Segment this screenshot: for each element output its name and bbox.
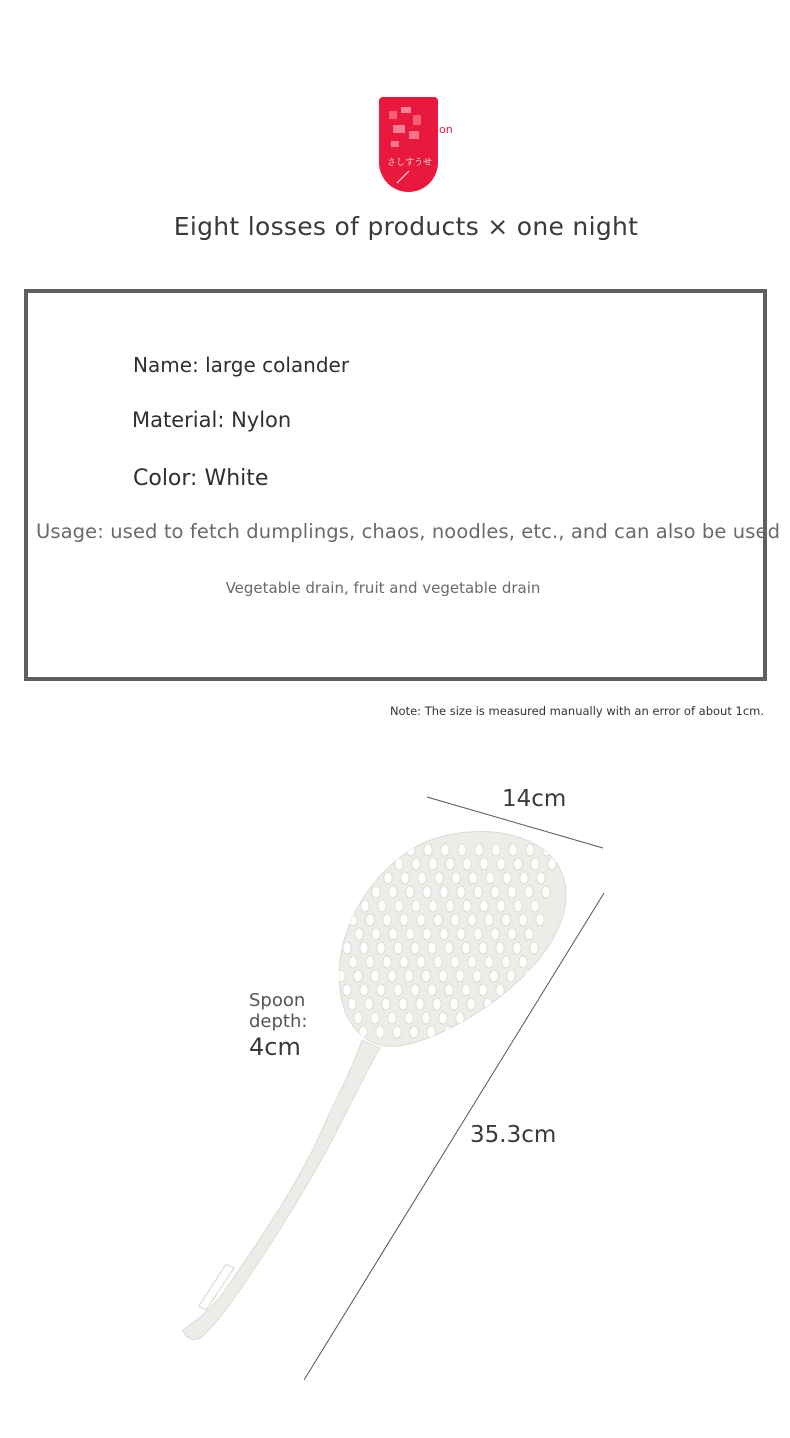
spec-name: Name: large colander <box>133 353 350 377</box>
colander-hole <box>395 900 403 912</box>
colander-hole <box>526 844 534 856</box>
colander-hole <box>536 914 544 926</box>
colander-hole <box>417 914 425 926</box>
colander-hole <box>371 1012 379 1024</box>
colander-hole <box>497 858 505 870</box>
colander-hole <box>382 998 390 1010</box>
colander-hole <box>422 970 430 982</box>
colander-hole <box>412 900 420 912</box>
colander-hole <box>537 872 545 884</box>
colander-hole <box>445 942 453 954</box>
colander-hole <box>514 858 522 870</box>
colander-hole <box>531 900 539 912</box>
colander-hole <box>399 998 407 1010</box>
colander-hole <box>389 928 397 940</box>
colander-hole <box>338 928 346 940</box>
colander-hole <box>491 928 499 940</box>
spec-material: Material: Nylon <box>132 408 292 432</box>
colander-hole <box>451 956 459 968</box>
colander-hole <box>401 872 409 884</box>
colander-hole <box>479 984 487 996</box>
colander-hole <box>469 872 477 884</box>
colander-hole <box>337 970 345 982</box>
colander-hole <box>331 998 339 1010</box>
colander-hole <box>463 900 471 912</box>
colander-hole <box>496 942 504 954</box>
logo-small-text: さしすうせ <box>387 158 433 168</box>
colander-hole <box>389 886 397 898</box>
colander-hole <box>456 970 464 982</box>
colander-hole <box>377 984 385 996</box>
colander-hole <box>378 858 386 870</box>
depth-value: 4cm <box>249 1033 301 1061</box>
colander-hole <box>418 872 426 884</box>
colander-hole <box>513 984 521 996</box>
depth-label-line2: depth: <box>249 1011 308 1032</box>
colander-hole <box>406 886 414 898</box>
colander-hole <box>344 900 352 912</box>
colander-hole <box>486 872 494 884</box>
colander-hole <box>416 998 424 1010</box>
colander-hole <box>433 998 441 1010</box>
colander-hole <box>525 928 533 940</box>
colander-hole <box>509 844 517 856</box>
colander-hole <box>468 956 476 968</box>
colander-hole <box>355 928 363 940</box>
colander-hole <box>393 1026 401 1038</box>
colander-hole <box>462 942 470 954</box>
colander-hole <box>458 844 466 856</box>
colander-hole <box>480 900 488 912</box>
colander-hole <box>406 928 414 940</box>
colander-hole <box>518 998 526 1010</box>
colander-hole <box>372 886 380 898</box>
colander-hole <box>360 984 368 996</box>
page-title: Eight losses of products × one night <box>173 212 639 241</box>
colander-hole <box>423 928 431 940</box>
colander-hole <box>502 914 510 926</box>
colander-hole <box>350 872 358 884</box>
colander-hole <box>384 872 392 884</box>
colander-hole <box>514 900 522 912</box>
colander-hole <box>320 1012 328 1024</box>
colander-hole <box>520 872 528 884</box>
colander-hole <box>440 886 448 898</box>
colander-hole <box>412 858 420 870</box>
colander-hole <box>456 1012 464 1024</box>
colander-hole <box>377 942 385 954</box>
depth-label-line1: Spoon <box>249 990 306 1011</box>
colander-hole <box>439 1012 447 1024</box>
colander-hole <box>342 1026 350 1038</box>
colander-hole <box>446 858 454 870</box>
colander-hole <box>450 998 458 1010</box>
colander-hole <box>440 928 448 940</box>
colander-hole <box>508 886 516 898</box>
spec-usage-line1: Usage: used to fetch dumplings, chaos, noodles, etc., and can also be used <box>36 520 781 543</box>
colander-hole <box>434 956 442 968</box>
colander-hole <box>491 886 499 898</box>
colander-hole <box>410 1026 418 1038</box>
logo-suffix: on <box>439 123 453 136</box>
colander-hole <box>519 956 527 968</box>
colander-hole <box>378 900 386 912</box>
colander-hole <box>473 970 481 982</box>
colander-hole <box>383 914 391 926</box>
colander-hole <box>428 942 436 954</box>
spec-usage-line2: Vegetable drain, fruit and vegetable drain <box>225 579 541 597</box>
colander-hole <box>531 858 539 870</box>
colander-hole <box>501 998 509 1010</box>
colander-hole <box>422 1012 430 1024</box>
colander-hole <box>548 858 556 870</box>
colander-hole <box>507 970 515 982</box>
width-label: 14cm <box>502 786 567 812</box>
colander-hole <box>496 984 504 996</box>
depth-label <box>249 990 307 1062</box>
colander-hole <box>444 1026 452 1038</box>
colander-hole <box>513 942 521 954</box>
colander-hole <box>478 1026 486 1038</box>
colander-hole <box>372 928 380 940</box>
colander-hole <box>394 942 402 954</box>
colander-hole <box>359 1026 367 1038</box>
colander-hole <box>445 984 453 996</box>
colander-hole <box>485 956 493 968</box>
colander-hole <box>480 858 488 870</box>
length-label: 35.3cm <box>470 1122 557 1148</box>
colander-hole <box>405 1012 413 1024</box>
colander-hole <box>428 984 436 996</box>
colander-hole <box>457 886 465 898</box>
colander-hole <box>355 886 363 898</box>
colander-hole <box>371 970 379 982</box>
colander-hole <box>479 942 487 954</box>
colander-hole <box>457 928 465 940</box>
colander-hole <box>434 914 442 926</box>
colander-hole <box>427 1026 435 1038</box>
colander-hole <box>354 970 362 982</box>
colander-hole <box>411 984 419 996</box>
colander-hole <box>519 914 527 926</box>
colander-hole <box>502 956 510 968</box>
colander-hole <box>463 858 471 870</box>
colander-hole <box>462 984 470 996</box>
colander-hole <box>525 886 533 898</box>
colander-hole <box>337 1012 345 1024</box>
colander-hole <box>503 872 511 884</box>
colander-hole <box>400 914 408 926</box>
colander-hole <box>497 900 505 912</box>
colander-hole <box>441 844 449 856</box>
colander-hole <box>407 844 415 856</box>
colander-hole <box>490 970 498 982</box>
colander-hole <box>373 844 381 856</box>
colander-hole <box>390 844 398 856</box>
colander-hole <box>366 956 374 968</box>
colander-hole <box>508 928 516 940</box>
colander-hole <box>473 1012 481 1024</box>
colander-hole <box>383 956 391 968</box>
colander-hole <box>452 872 460 884</box>
colander-hole <box>332 956 340 968</box>
colander-hole <box>394 984 402 996</box>
colander-hole <box>388 1012 396 1024</box>
colander-hole <box>326 984 334 996</box>
colander-hole <box>542 886 550 898</box>
colander-hole <box>400 956 408 968</box>
colander-hole <box>405 970 413 982</box>
colander-hole <box>490 1012 498 1024</box>
colander-hole <box>451 914 459 926</box>
colander-hole <box>474 928 482 940</box>
colander-hole <box>429 858 437 870</box>
colander-hole <box>411 942 419 954</box>
colander-hole <box>435 872 443 884</box>
colander-hole <box>361 900 369 912</box>
colander-hole <box>429 900 437 912</box>
colander-hole <box>356 844 364 856</box>
colander-hole <box>424 844 432 856</box>
colander-hole <box>365 998 373 1010</box>
colander-hole <box>354 1012 362 1024</box>
colander-hole <box>361 858 369 870</box>
colander-hole <box>492 844 500 856</box>
colander-hole <box>485 914 493 926</box>
colander-hole <box>495 1026 503 1038</box>
colander-hole <box>475 844 483 856</box>
colander-hole <box>343 984 351 996</box>
colander-hole <box>423 886 431 898</box>
colander-hole <box>388 970 396 982</box>
colander-hole <box>360 942 368 954</box>
size-note: Note: The size is measured manually with an error of about 1cm. <box>389 704 764 718</box>
colander-hole <box>376 1026 384 1038</box>
colander-hole <box>530 942 538 954</box>
colander-hole <box>474 886 482 898</box>
colander-hole <box>349 956 357 968</box>
colander-hole <box>468 914 476 926</box>
colander-hole <box>417 956 425 968</box>
colander-hole <box>348 998 356 1010</box>
colander-hole <box>467 998 475 1010</box>
colander-hole <box>366 914 374 926</box>
colander-hole <box>439 970 447 982</box>
colander-hole <box>343 942 351 954</box>
colander-hole <box>507 1012 515 1024</box>
colander-hole <box>446 900 454 912</box>
spec-color: Color: White <box>133 466 269 491</box>
colander-hole <box>461 1026 469 1038</box>
colander-hole <box>325 1026 333 1038</box>
